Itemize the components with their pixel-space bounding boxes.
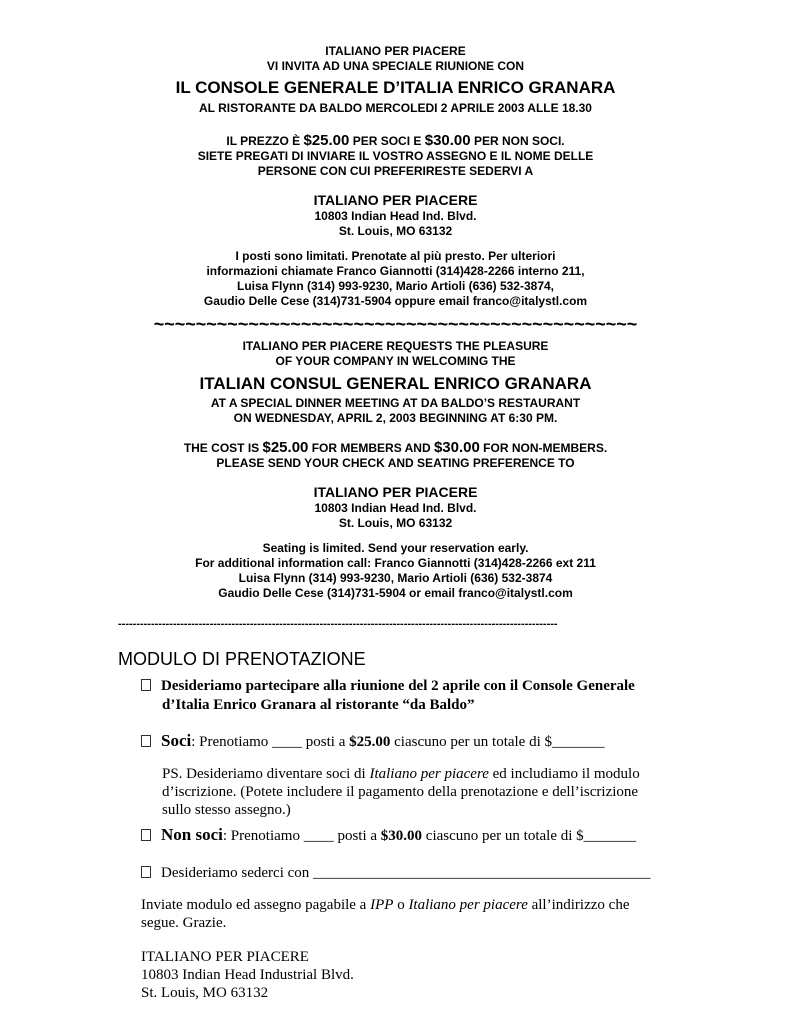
info-line-2: informazioni chiamate Franco Giannotti (314)428-2266 interno 211, <box>206 264 585 278</box>
info-line-3-en: Luisa Flynn (314) 993-9230, Mario Artioli (636) 532-3874 <box>238 571 553 585</box>
send-check-line: SIETE PREGATI DI INVIARE IL VOSTRO ASSEGNO E IL NOME DELLE <box>197 149 594 163</box>
english-invitation <box>0 339 791 426</box>
soci-label: Soci <box>161 731 192 750</box>
address-street-en: 10803 Indian Head Ind. Blvd. <box>314 501 477 515</box>
info-line-4-en: Gaudio Delle Cese (314)731-5904 or email franco@italystl.com <box>218 586 573 600</box>
english-line-5: ON WEDNESDAY, APRIL 2, 2003 BEGINNING AT 6:30 PM. <box>233 411 558 425</box>
venue-date-line: AL RISTORANTE DA BALDO MERCOLEDI 2 APRILE 2003 ALLE 18.30 <box>199 101 592 115</box>
non-soci-label: Non soci <box>161 825 223 844</box>
send-instructions-2: segue. Grazie. <box>141 915 227 931</box>
seat-with-line: PERSONE CON CUI PREFERIRESTE SEDERVI A <box>257 164 534 178</box>
non-soci-price: $30.00 <box>380 828 423 844</box>
attend-text-1: Desideriamo partecipare alla riunione del 2 aprile con il Console Generale <box>161 678 635 694</box>
soci-checkbox[interactable] <box>141 735 151 747</box>
english-info-block <box>0 541 791 601</box>
soci-price: $25.00 <box>349 734 391 750</box>
ps-line-3: sullo stesso assegno.) <box>162 802 291 818</box>
italian-price-block <box>0 133 791 179</box>
option-seating <box>141 864 651 882</box>
italian-invitation <box>0 44 791 116</box>
price-line: IL PREZZO È $25.00 PER SOCI E $30.00 PER NON SOCI. <box>226 132 565 149</box>
seating-checkbox[interactable] <box>141 866 151 878</box>
info-line-3: Luisa Flynn (314) 993-9230, Mario Artioli (636) 532-3874, <box>236 279 555 293</box>
english-line-1: ITALIANO PER PIACERE REQUESTS THE PLEASURE <box>242 339 549 353</box>
option-soci: Soci: Prenotiamo ____ posti a $25.00 ciascuno per un totale di $_______ <box>141 732 605 751</box>
organizer-line: ITALIANO PER PIACERE <box>325 44 466 58</box>
mail-address-org: ITALIANO PER PIACERE <box>141 949 309 965</box>
ps-line-1: PS. Desideriamo diventare soci di Italiano per piacere ed includiamo il modulo <box>162 766 640 782</box>
info-line-4: Gaudio Delle Cese (314)731-5904 oppure email franco@italystl.com <box>203 294 588 308</box>
english-line-2: OF YOUR COMPANY IN WELCOMING THE <box>275 354 516 368</box>
info-line-1: I posti sono limitati. Prenotate al più presto. Per ulteriori <box>235 249 556 263</box>
english-line-4: AT A SPECIAL DINNER MEETING AT DA BALDO’S RESTAURANT <box>210 396 581 410</box>
attend-checkbox[interactable] <box>141 679 151 691</box>
address-org: ITALIANO PER PIACERE <box>313 192 478 208</box>
cost-line: THE COST IS $25.00 FOR MEMBERS AND $30.00 FOR NON-MEMBERS. <box>183 439 608 456</box>
italian-title: IL CONSOLE GENERALE D’ITALIA ENRICO GRANARA <box>175 78 616 97</box>
option-attend-line-2: d’Italia Enrico Granara al ristorante “da Baldo” <box>162 697 475 713</box>
non-soci-checkbox[interactable] <box>141 829 151 841</box>
send-check-line-en: PLEASE SEND YOUR CHECK AND SEATING PREFERENCE TO <box>216 456 575 470</box>
mail-address-city: St. Louis, MO 63132 <box>141 985 269 1001</box>
info-line-2-en: For additional information call: Franco Giannotti (314)428-2266 ext 211 <box>195 556 596 570</box>
mail-address-street: 10803 Indian Head Industrial Blvd. <box>141 967 354 983</box>
english-title: ITALIAN CONSUL GENERAL ENRICO GRANARA <box>199 374 592 393</box>
ps-line-2: d’iscrizione. (Potete includere il pagamento della prenotazione e dell’iscrizione <box>162 784 639 800</box>
english-cost-block <box>0 440 791 471</box>
seating-text: Desideriamo sederci con _____________________________________________ <box>161 865 651 881</box>
tilde-separator: ~~~~~~~~~~~~~~~~~~~~~~~~~~~~~~~~~~~~~~~~~~~~~~ <box>153 314 638 334</box>
address-street: 10803 Indian Head Ind. Blvd. <box>314 209 477 223</box>
dash-separator: ------------------------------------------------------------------------------------------------------------------------ <box>118 618 558 630</box>
option-attend <box>141 677 635 695</box>
address-city: St. Louis, MO 63132 <box>338 224 453 238</box>
address-org-en: ITALIANO PER PIACERE <box>313 484 478 500</box>
english-address-block <box>0 484 791 531</box>
info-line-1-en: Seating is limited. Send your reservation early. <box>262 541 529 555</box>
invite-line: VI INVITA AD UNA SPECIALE RIUNIONE CON <box>266 59 525 73</box>
italian-address-block <box>0 192 791 239</box>
italian-info-block <box>0 249 791 309</box>
send-instructions-1: Inviate modulo ed assegno pagabile a IPP o Italiano per piacere all’indirizzo che <box>141 897 630 913</box>
form-heading: MODULO DI PRENOTAZIONE <box>118 649 366 669</box>
address-city-en: St. Louis, MO 63132 <box>338 516 453 530</box>
option-non-soci: Non soci: Prenotiamo ____ posti a $30.00 ciascuno per un totale di $_______ <box>141 826 636 845</box>
